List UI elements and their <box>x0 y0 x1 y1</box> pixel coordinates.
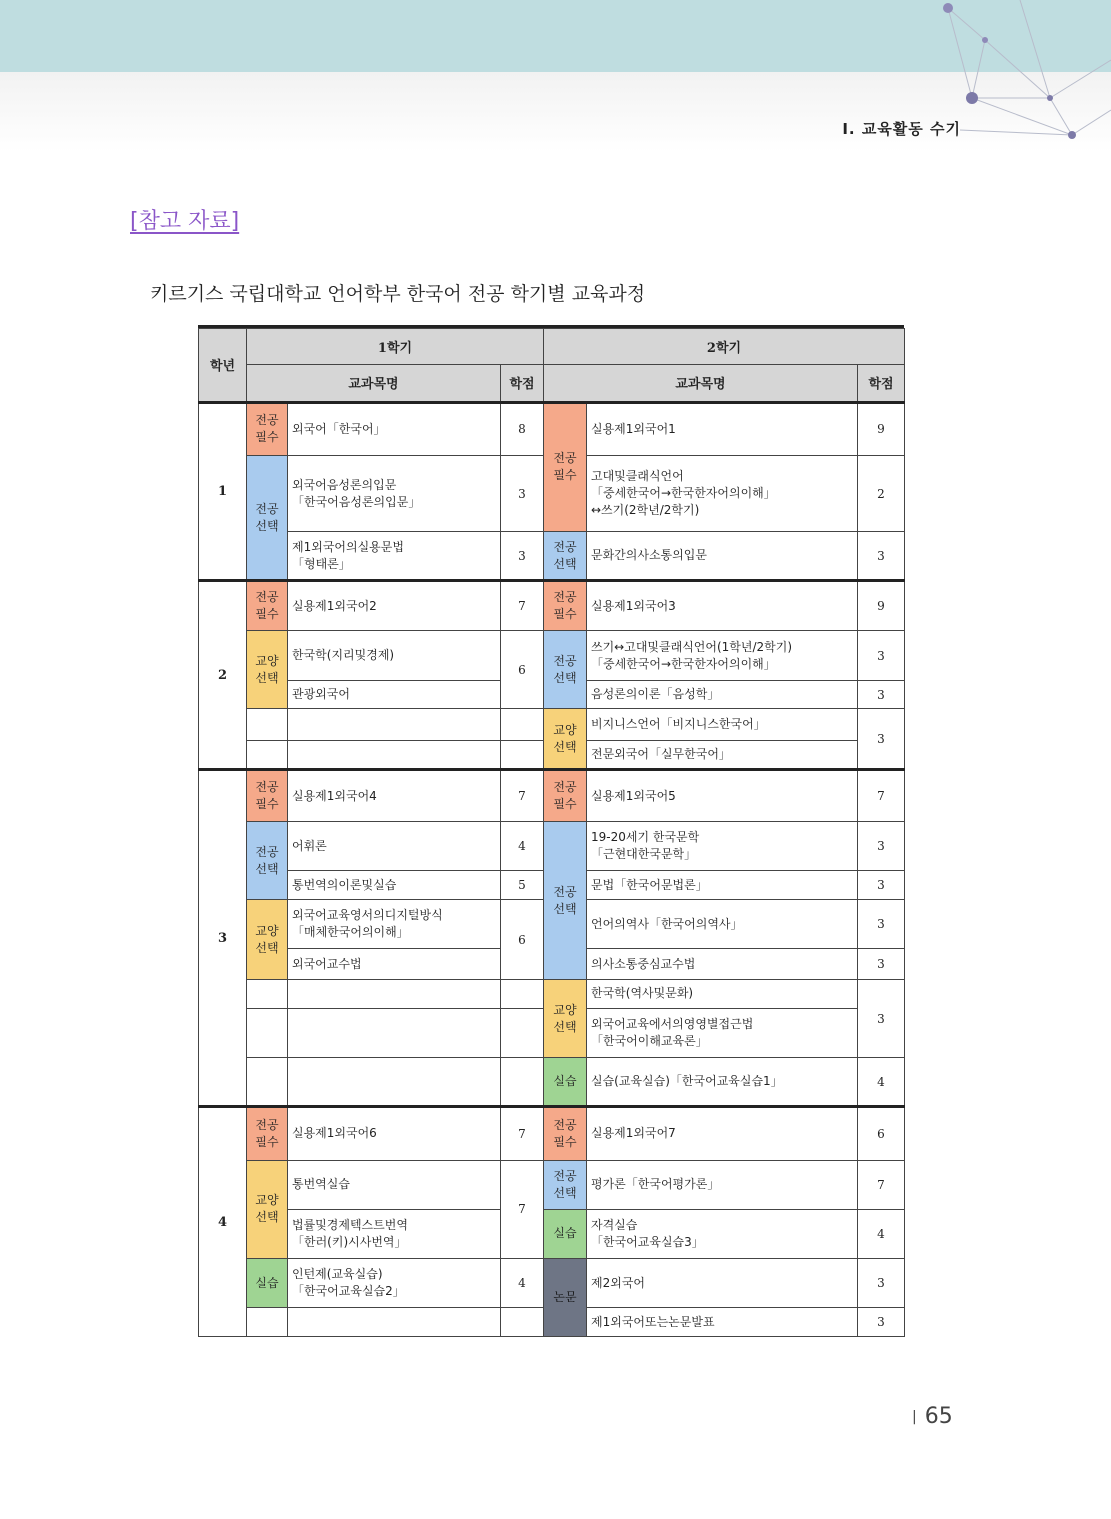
credit-cell: 3 <box>858 871 905 900</box>
credit-cell: 6 <box>858 1107 905 1160</box>
subject-cell: 인턴제(교육실습) 「한국어교육실습2」 <box>288 1258 501 1307</box>
credit-cell: 6 <box>501 631 544 709</box>
empty-subject-cell <box>288 1308 501 1337</box>
credit-cell: 3 <box>858 949 905 980</box>
credit-cell: 3 <box>858 1258 905 1307</box>
empty-credit-cell <box>501 709 544 741</box>
year-2-label: 2 <box>199 581 247 770</box>
credit-cell: 3 <box>858 709 905 769</box>
subject-cell: 관광외국어 <box>288 680 501 709</box>
category-general-elective: 교양 선택 <box>247 631 288 709</box>
subject-cell: 통번역의이론및실습 <box>288 871 501 900</box>
subject-header-1: 교과목명 <box>247 364 501 402</box>
category-major-elective: 전공 선택 <box>544 822 587 980</box>
credit-header-1: 학점 <box>501 364 544 402</box>
credit-cell: 7 <box>501 581 544 631</box>
subject-cell: 실용제1외국어3 <box>587 581 858 631</box>
subject-cell: 비지니스언어「비지니스한국어」 <box>587 709 858 741</box>
credit-cell: 3 <box>501 532 544 581</box>
credit-cell: 7 <box>501 1107 544 1160</box>
page-tick-icon: | <box>912 1409 917 1425</box>
credit-cell: 7 <box>858 1160 905 1209</box>
subject-cell: 문법「한국어문법론」 <box>587 871 858 900</box>
credit-cell: 7 <box>858 769 905 821</box>
semester2-header: 2학기 <box>544 329 905 365</box>
subject-cell: 외국어음성론의입문 「한국어음성론의입문」 <box>288 456 501 532</box>
credit-cell: 6 <box>501 900 544 980</box>
credit-cell: 3 <box>858 680 905 709</box>
subject-cell: 의사소통중심교수법 <box>587 949 858 980</box>
credit-cell: 2 <box>858 456 905 532</box>
category-practicum: 실습 <box>544 1057 587 1106</box>
category-major-elective: 전공 선택 <box>544 631 587 709</box>
category-practicum: 실습 <box>247 1258 288 1307</box>
credit-header-2: 학점 <box>858 364 905 402</box>
empty-category-cell <box>247 1057 288 1106</box>
category-major-required: 전공 필수 <box>544 581 587 631</box>
subject-cell: 실용제1외국어5 <box>587 769 858 821</box>
subject-cell: 실용제1외국어2 <box>288 581 501 631</box>
credit-cell: 3 <box>858 980 905 1058</box>
credit-cell: 4 <box>858 1057 905 1106</box>
subject-cell: 쓰기↔고대및클래식언어(1학년/2학기) 「중세한국어→한국한자어의이해」 <box>587 631 858 680</box>
empty-credit-cell <box>501 1057 544 1106</box>
page-number-value: 65 <box>924 1404 953 1429</box>
subject-cell: 통번역실습 <box>288 1160 501 1209</box>
table-caption: 키르기스 국립대학교 언어학부 한국어 전공 학기별 교육과정 <box>150 283 646 305</box>
empty-subject-cell <box>288 741 501 770</box>
category-general-elective: 교양 선택 <box>544 980 587 1058</box>
empty-subject-cell <box>288 1008 501 1057</box>
category-major-required: 전공 필수 <box>544 402 587 531</box>
credit-cell: 9 <box>858 402 905 455</box>
category-major-required: 전공 필수 <box>247 581 288 631</box>
credit-cell: 8 <box>501 402 544 455</box>
year-4-label: 4 <box>199 1107 247 1337</box>
credit-cell: 3 <box>858 822 905 871</box>
category-major-required: 전공 필수 <box>544 1107 587 1160</box>
subject-cell: 19-20세기 한국문학 「근현대한국문학」 <box>587 822 858 871</box>
empty-category-cell <box>247 709 288 741</box>
page-number <box>912 1404 953 1429</box>
subject-cell: 외국어「한국어」 <box>288 402 501 455</box>
subject-cell: 한국학(지리및경제) <box>288 631 501 680</box>
curriculum-table-wrapper <box>198 325 904 1337</box>
category-general-elective: 교양 선택 <box>544 709 587 769</box>
category-major-elective: 전공 선택 <box>544 532 587 581</box>
subject-cell: 외국어교육에서의영영별접근법 「한국어이해교육론」 <box>587 1008 858 1057</box>
credit-cell: 3 <box>858 1308 905 1337</box>
subject-header-2: 교과목명 <box>544 364 858 402</box>
empty-credit-cell <box>501 980 544 1009</box>
subject-cell: 실용제1외국어7 <box>587 1107 858 1160</box>
category-major-elective: 전공 선택 <box>247 822 288 900</box>
empty-category-cell <box>247 741 288 770</box>
subject-cell: 언어의역사「한국어의역사」 <box>587 900 858 949</box>
curriculum-table <box>198 328 905 1337</box>
credit-cell: 7 <box>501 769 544 821</box>
category-major-required: 전공 필수 <box>247 402 288 455</box>
year-3-label: 3 <box>199 769 247 1106</box>
subject-cell: 외국어교수법 <box>288 949 501 980</box>
category-major-required: 전공 필수 <box>544 769 587 821</box>
empty-credit-cell <box>501 1008 544 1057</box>
subject-cell: 제1외국어또는논문발표 <box>587 1308 858 1337</box>
subject-cell: 실습(교육실습)「한국어교육실습1」 <box>587 1057 858 1106</box>
empty-subject-cell <box>288 980 501 1009</box>
year-1-label: 1 <box>199 402 247 580</box>
credit-cell: 4 <box>858 1209 905 1258</box>
subject-cell: 고대및클래식언어 「중세한국어→한국한자어의이해」 ↔쓰기(2학년/2학기) <box>587 456 858 532</box>
subject-cell: 법률및경제텍스트번역 「한러(키)시사번역」 <box>288 1209 501 1258</box>
year-header: 학년 <box>199 329 247 403</box>
empty-category-cell <box>247 980 288 1009</box>
category-general-elective: 교양 선택 <box>247 1160 288 1258</box>
subject-cell: 실용제1외국어4 <box>288 769 501 821</box>
subject-cell: 실용제1외국어6 <box>288 1107 501 1160</box>
subject-cell: 제1외국어의실용문법 「형태론」 <box>288 532 501 581</box>
empty-credit-cell <box>501 741 544 770</box>
empty-credit-cell <box>501 1308 544 1337</box>
credit-cell: 3 <box>858 900 905 949</box>
credit-cell: 3 <box>858 631 905 680</box>
category-major-elective: 전공 선택 <box>247 456 288 581</box>
category-major-elective: 전공 선택 <box>544 1160 587 1209</box>
subject-cell: 음성론의이론「음성학」 <box>587 680 858 709</box>
empty-category-cell <box>247 1008 288 1057</box>
credit-cell: 3 <box>858 532 905 581</box>
category-thesis: 논문 <box>544 1258 587 1336</box>
subject-cell: 전문외국어「실무한국어」 <box>587 741 858 770</box>
category-general-elective: 교양 선택 <box>247 900 288 980</box>
subject-cell: 자격실습 「한국어교육실습3」 <box>587 1209 858 1258</box>
subject-cell: 문화간의사소통의입문 <box>587 532 858 581</box>
credit-cell: 7 <box>501 1160 544 1258</box>
credit-cell: 9 <box>858 581 905 631</box>
reference-heading: [참고 자료] <box>130 209 240 234</box>
subject-cell: 제2외국어 <box>587 1258 858 1307</box>
subject-cell: 외국어교육영서의디지털방식 「매체한국어의이해」 <box>288 900 501 949</box>
subject-cell: 실용제1외국어1 <box>587 402 858 455</box>
category-major-required: 전공 필수 <box>247 1107 288 1160</box>
empty-subject-cell <box>288 709 501 741</box>
category-practicum: 실습 <box>544 1209 587 1258</box>
credit-cell: 4 <box>501 1258 544 1307</box>
category-major-required: 전공 필수 <box>247 769 288 821</box>
empty-subject-cell <box>288 1057 501 1106</box>
credit-cell: 3 <box>501 456 544 532</box>
subject-cell: 평가론「한국어평가론」 <box>587 1160 858 1209</box>
empty-category-cell <box>247 1308 288 1337</box>
semester1-header: 1학기 <box>247 329 544 365</box>
credit-cell: 4 <box>501 822 544 871</box>
credit-cell: 5 <box>501 871 544 900</box>
running-header: Ⅰ. 교육활동 수기 <box>842 120 961 138</box>
subject-cell: 한국학(역사및문화) <box>587 980 858 1009</box>
subject-cell: 어휘론 <box>288 822 501 871</box>
